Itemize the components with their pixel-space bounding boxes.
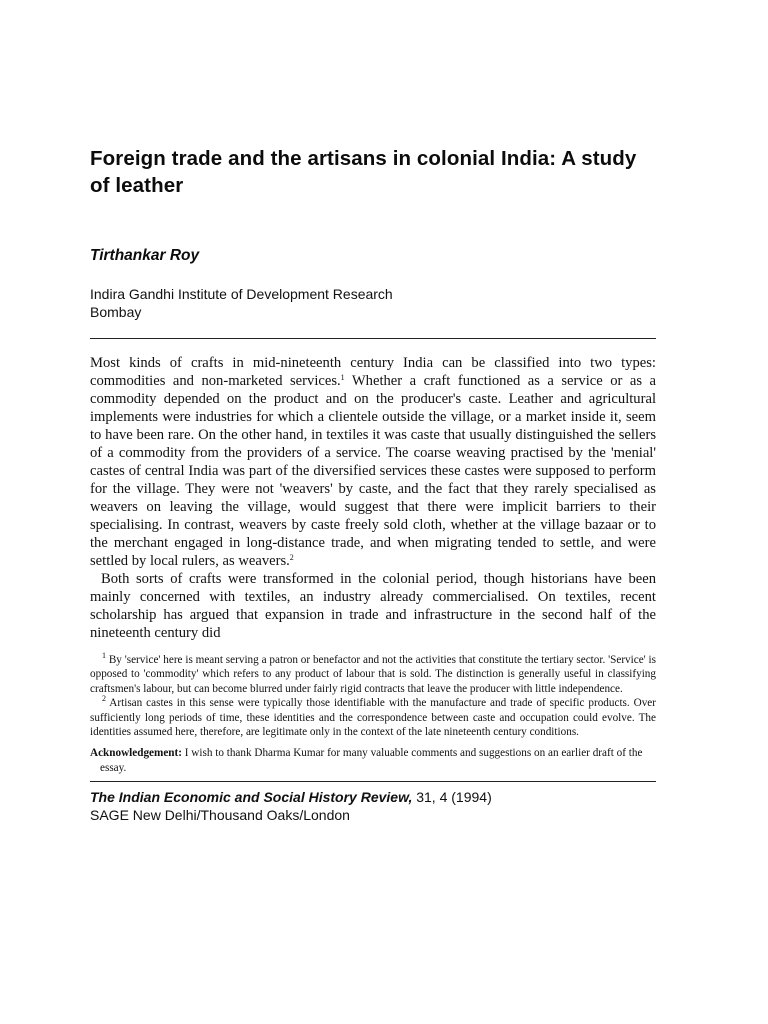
footnote-marker-1: 1 xyxy=(102,651,106,660)
footer-divider xyxy=(90,781,656,782)
body-paragraph-2: Both sorts of crafts were transformed in the colonial period, though historians have been mainly concerned with textiles, an industry already commercialised. On textiles, recent scholarship has argued that expansion in trade and infrastructure in the second half of the nineteenth century did xyxy=(90,571,656,641)
paragraph-1-text-a: Most kinds of crafts in mid-nineteenth century India can be classified into two types: commodities and non-marketed services. xyxy=(90,355,656,389)
footnotes xyxy=(90,653,656,739)
affiliation xyxy=(90,285,656,321)
author-name: Tirthankar Roy xyxy=(90,247,200,264)
footnote-ref-2: 2 xyxy=(289,553,294,562)
acknowledgement xyxy=(90,746,656,775)
footnote-2-text: Artisan castes in this sense were typically those identifiable with the manufacture and trade of specific products. Over sufficiently long periods of time, these identities and the correspondence between caste and occupation could evolve. The identities assumed here, therefore, are legitimate only in the context of the late nineteenth century conditions. xyxy=(90,697,656,739)
article-page xyxy=(90,145,656,824)
journal-citation xyxy=(90,788,656,824)
footnote-2 xyxy=(90,696,656,739)
article-title: Foreign trade and the artisans in colonial India: A study of leather xyxy=(90,147,637,197)
journal-issue: 31, 4 (1994) xyxy=(412,789,492,806)
journal-line-1 xyxy=(90,788,656,806)
journal-publisher: SAGE New Delhi/Thousand Oaks/London xyxy=(90,807,350,824)
article-body xyxy=(90,354,656,642)
acknowledgement-text: I wish to thank Dharma Kumar for many valuable comments and suggestions on an earlier draft of the essay. xyxy=(100,747,643,774)
header-divider xyxy=(90,338,656,339)
footnote-1-text: By 'service' here is meant serving a patron or benefactor and not the activities that constitute the tertiary sector. 'Service' is opposed to 'commodity' which refers to any product of labour that is sold. The distinction is generally useful in classifying craftsmen's labour, but can become blurred under fairly rigid contracts that leave the producer with little independence. xyxy=(90,654,656,695)
affiliation-institute: Indira Gandhi Institute of Development Research xyxy=(90,286,393,302)
journal-name: The Indian Economic and Social History Review, xyxy=(90,789,413,806)
footnote-1 xyxy=(90,653,656,696)
body-paragraph-1 xyxy=(90,354,656,570)
affiliation-city: Bombay xyxy=(90,304,142,320)
paragraph-1-text-b: Whether a craft functioned as a service or as a commodity depended on the product and on the producer's caste. Leather and agricultural implements were industries for which a clientele outside the village, or a market inside it, seem to have been rare. On the other hand, in textiles it was caste that usually distinguished the sellers of a commodity from the providers of a service. The coarse weaving practised by the 'menial' castes of central India was part of the diversified services these castes were supposed to perform for the village. They were not 'weavers' by caste, and the fact that they rarely specialised as weavers on leaving the village, would suggest that there were implicit barriers to their specialising. In contrast, weavers by caste freely sold cloth, whether at the village bazaar or to the merchant engaged in long-distance trade, and when migrating tended to settle, and were settled by local rulers, as weavers. xyxy=(90,373,656,569)
footnote-marker-2: 2 xyxy=(102,694,106,704)
footnote-ref-1: 1 xyxy=(340,373,345,382)
acknowledgement-label: Acknowledgement: xyxy=(90,747,182,760)
